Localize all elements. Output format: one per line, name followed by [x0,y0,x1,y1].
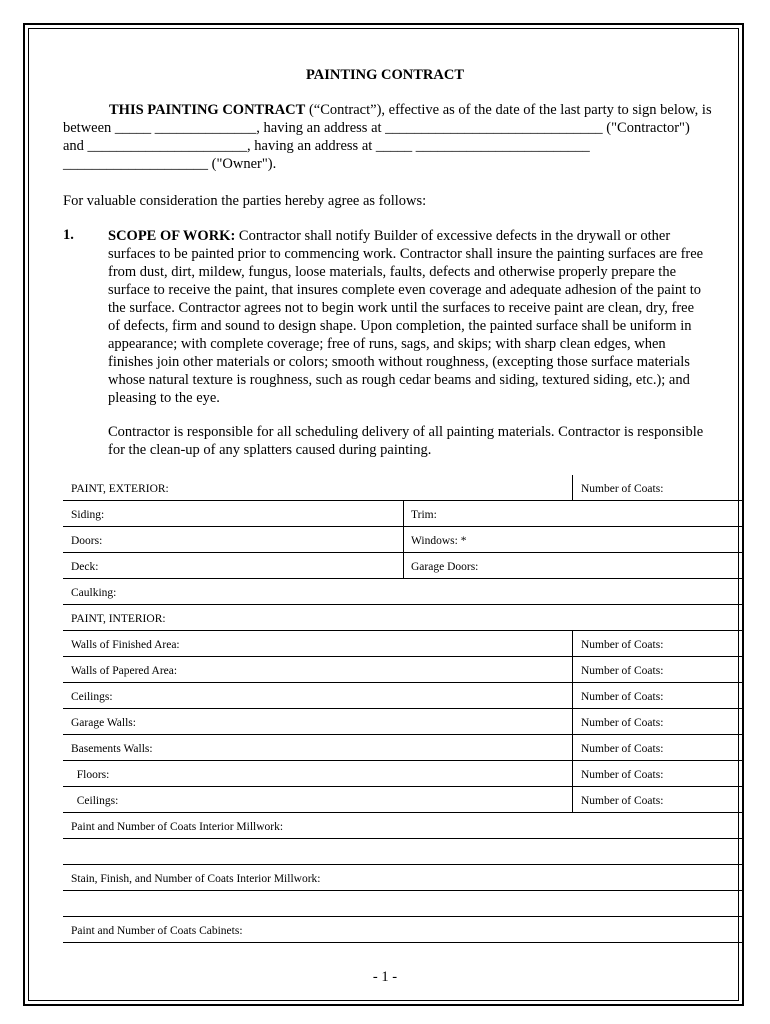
millwork-paint-label[interactable]: Paint and Number of Coats Interior Millwork: [71,821,284,833]
coats-label[interactable]: Number of Coats: [581,717,664,729]
doors-label[interactable]: Doors: [71,535,103,547]
section-number: 1. [63,227,74,243]
cabinets-label[interactable]: Paint and Number of Coats Cabinets: [71,925,243,937]
caulking-label[interactable]: Caulking: [71,587,117,599]
table-row [63,735,743,761]
intro-lead: THIS PAINTING CONTRACT [109,102,306,118]
section-body: Contractor shall notify Builder of excessive defects in the drywall or other surfaces to be painted prior to commencing work. Contractor shall insure the painting surfaces are free from dust, dirt, mildew, fungus, loose materials, faults, defects and otherwise properly prepare the surface to receive the paint, that insures complete even coverage and adequate adhesion of the paint to the surface. Contractor agrees not to begin work until the surfaces to receive paint are clean, dry, free of defects, firm and sound to design shape. Upon completion, the painted surface shall be uniform in appearance; with complete coverage; free of runs, sags, and skips; with sharp clean edges, when finishes join other materials or colors; smooth without roughness, (excepting those surface materials whose natural texture is roughness, such as rough cedar beams and siding, textured siding, etc.); and pleasing to the eye. [108,228,704,406]
table-row [63,709,743,735]
interior-row-label[interactable]: Floors: [71,769,110,781]
column-divider [572,787,573,812]
coats-label[interactable]: Number of Coats: [581,795,664,807]
intro-text: (“Contract”), effective as of the date of the last party to sign below, is between _____ ______________, having an address at ______________________________ ("Contractor") and ______________________, having an address at _____ ________________________ ____________________ ("Owner"). [63,102,712,172]
interior-row-label[interactable]: Walls of Finished Area: [71,639,180,651]
consideration-text: For valuable consideration the parties hereby agree as follows: [63,193,427,209]
interior-header: PAINT, INTERIOR: [71,613,166,625]
column-divider [403,553,404,578]
exterior-header: PAINT, EXTERIOR: [71,483,169,495]
coats-label[interactable]: Number of Coats: [581,769,664,781]
column-divider [572,657,573,682]
table-row-doors [63,527,743,553]
table-row-interior-header [63,605,743,631]
millwork-stain-entry[interactable] [63,891,743,917]
section-scope-of-work [108,227,708,407]
coats-label[interactable]: Number of Coats: [581,665,664,677]
column-divider [572,709,573,734]
section-scheduling-text: Contractor is responsible for all scheduling delivery of all painting materials. Contractor is responsible for the clean-up of any splatters caused during painting. [108,424,704,458]
millwork-stain-label[interactable]: Stain, Finish, and Number of Coats Interior Millwork: [71,873,321,885]
table-row [63,657,743,683]
column-divider [572,761,573,786]
millwork-paint-entry[interactable] [63,839,743,865]
garage-doors-label[interactable]: Garage Doors: [411,561,479,573]
painting-spec-table [63,475,743,943]
trim-label[interactable]: Trim: [411,509,437,521]
column-divider [403,527,404,552]
exterior-coats-label: Number of Coats: [581,483,664,495]
column-divider [572,735,573,760]
windows-label[interactable]: Windows: * [411,535,467,547]
page-number: - 1 - [372,969,398,985]
header-divider-tick [572,475,573,500]
table-row [63,631,743,657]
table-row-exterior-header [63,475,743,501]
table-row-deck [63,553,743,579]
siding-label[interactable]: Siding: [71,509,105,521]
interior-row-label[interactable]: Ceilings: [71,795,119,807]
coats-label[interactable]: Number of Coats: [581,691,664,703]
table-row-millwork-paint [63,813,743,839]
interior-row-label[interactable]: Basements Walls: [71,743,153,755]
table-row-caulking [63,579,743,605]
column-divider [572,683,573,708]
column-divider [572,631,573,656]
deck-label[interactable]: Deck: [71,561,99,573]
coats-label[interactable]: Number of Coats: [581,743,664,755]
coats-label[interactable]: Number of Coats: [581,639,664,651]
interior-row-label[interactable]: Ceilings: [71,691,113,703]
interior-row-label[interactable]: Walls of Papered Area: [71,665,178,677]
table-row-millwork-stain [63,865,743,891]
section-heading: SCOPE OF WORK: [108,228,236,244]
table-row [63,683,743,709]
column-divider [403,501,404,526]
intro-paragraph [63,101,713,173]
table-row [63,761,743,787]
document-title: PAINTING CONTRACT [305,67,465,83]
table-row [63,787,743,813]
table-row-cabinets [63,917,743,943]
interior-row-label[interactable]: Garage Walls: [71,717,136,729]
table-row-siding [63,501,743,527]
